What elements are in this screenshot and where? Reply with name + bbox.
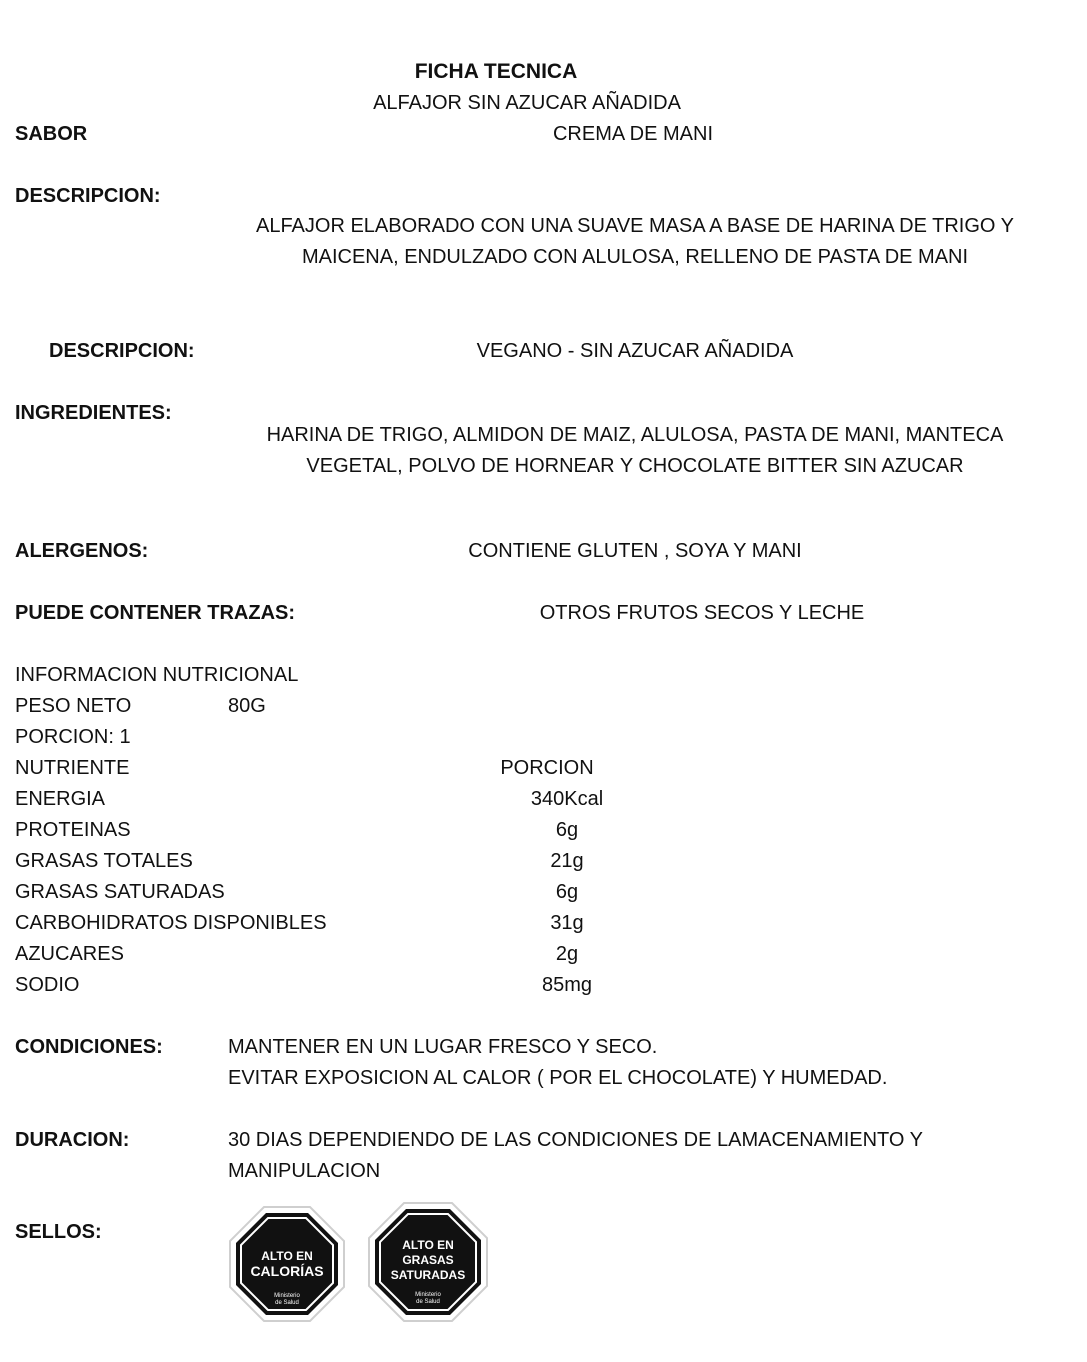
descripcion-line-2: MAICENA, ENDULZADO CON ALULOSA, RELLENO DE PASTA DE MANI — [301, 246, 969, 268]
seal-text-line2: CALORÍAS — [250, 1263, 324, 1279]
seal-text-line3: SATURADAS — [390, 1268, 466, 1282]
nutrient-name: GRASAS TOTALES — [15, 850, 193, 872]
nutrient-value: 2g — [555, 943, 579, 965]
duracion-line-1: 30 DIAS DEPENDIENDO DE LAS CONDICIONES DE LAMACENAMIENTO Y — [228, 1129, 923, 1151]
nutrient-name: AZUCARES — [15, 943, 124, 965]
seal-ministry-line1: Ministerio — [415, 1292, 441, 1298]
descripcion-label: DESCRIPCION: — [15, 185, 161, 207]
condiciones-label: CONDICIONES: — [15, 1036, 163, 1058]
product-subtitle: ALFAJOR SIN AZUCAR AÑADIDA — [373, 92, 681, 114]
nutrient-value: 6g — [555, 819, 579, 841]
nutrient-name: ENERGIA — [15, 788, 106, 810]
trazas-label: PUEDE CONTENER TRAZAS: — [15, 602, 296, 624]
seal-text-line1: ALTO EN — [261, 1249, 313, 1263]
nutrient-value: 85mg — [541, 974, 593, 996]
page-title: FICHA TECNICA — [414, 60, 578, 83]
duracion-label: DURACION: — [15, 1129, 130, 1151]
porcion-count: PORCION: 1 — [15, 726, 131, 748]
ingredientes-line-1: HARINA DE TRIGO, ALMIDON DE MAIZ, ALULOSA, PASTA DE MANI, MANTECA — [266, 424, 1004, 446]
nutrient-name: PROTEINAS — [15, 819, 131, 841]
nutrient-name: CARBOHIDRATOS DISPONIBLES — [15, 912, 327, 934]
sabor-label: SABOR — [15, 123, 88, 145]
descripcion2-label: DESCRIPCION: — [49, 340, 195, 362]
trazas-value: OTROS FRUTOS SECOS Y LECHE — [539, 602, 865, 624]
alergenos-label: ALERGENOS: — [15, 540, 149, 562]
nutrient-value: 21g — [550, 850, 584, 872]
duracion-line-2: MANIPULACION — [228, 1160, 381, 1182]
alto-en-calorias-seal — [228, 1205, 346, 1323]
sellos-label: SELLOS: — [15, 1221, 102, 1243]
peso-neto-label: PESO NETO — [15, 695, 132, 717]
porcion-column-header: PORCION — [500, 757, 594, 779]
ingredientes-label: INGREDIENTES: — [15, 402, 172, 424]
descripcion2-value: VEGANO - SIN AZUCAR AÑADIDA — [476, 340, 794, 362]
peso-neto-value: 80G — [228, 695, 266, 717]
nutrient-column-header: NUTRIENTE — [15, 757, 130, 779]
seal-ministry-line2: de Salud — [275, 1300, 299, 1306]
alto-en-grasas-saturadas-seal — [367, 1201, 489, 1323]
seal-text-line1: ALTO EN — [402, 1238, 454, 1252]
nutrient-value: 6g — [555, 881, 579, 903]
seal-ministry-line2: de Salud — [416, 1299, 440, 1305]
ingredientes-line-2: VEGETAL, POLVO DE HORNEAR Y CHOCOLATE BITTER SIN AZUCAR — [306, 455, 964, 477]
descripcion-line-1: ALFAJOR ELABORADO CON UNA SUAVE MASA A BASE DE HARINA DE TRIGO Y — [255, 215, 1014, 237]
sabor-value: CREMA DE MANI — [552, 123, 714, 145]
alergenos-value: CONTIENE GLUTEN , SOYA Y MANI — [468, 540, 802, 562]
condiciones-line-1: MANTENER EN UN LUGAR FRESCO Y SECO. — [228, 1036, 658, 1058]
nutrient-value: 340Kcal — [530, 788, 604, 810]
nutrition-title: INFORMACION NUTRICIONAL — [15, 664, 299, 686]
nutrient-value: 31g — [550, 912, 584, 934]
seal-ministry-line1: Ministerio — [274, 1293, 300, 1299]
nutrient-name: GRASAS SATURADAS — [15, 881, 225, 903]
condiciones-line-2: EVITAR EXPOSICION AL CALOR ( POR EL CHOCOLATE) Y HUMEDAD. — [228, 1067, 888, 1089]
seal-text-line2: GRASAS — [402, 1253, 454, 1267]
nutrient-name: SODIO — [15, 974, 80, 996]
